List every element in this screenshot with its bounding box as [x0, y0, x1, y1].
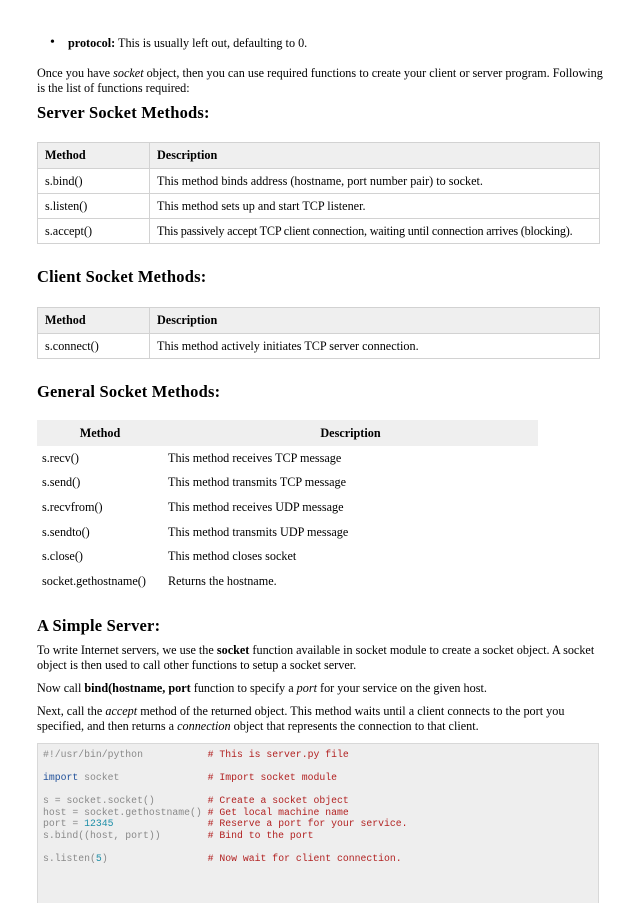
description-cell: This method actively initiates TCP server connection. — [150, 334, 600, 359]
description-cell: This method transmits TCP message — [168, 475, 347, 490]
code-comment: # Create a socket object — [207, 795, 349, 806]
para-italic-connection: connection — [177, 719, 231, 733]
code-line — [43, 830, 313, 842]
para-bold-socket: socket — [216, 643, 250, 657]
code-text: s = socket.socket() — [43, 795, 208, 806]
para-text: function to specify a — [190, 681, 297, 695]
para-text: object that represents the connection to that client. — [230, 719, 479, 733]
col-description-header: Description — [150, 143, 600, 169]
code-text: s.listen( — [43, 853, 96, 864]
para-text: method of the returned object. This method waits until a client connects to the port you specified, and then returns a — [37, 704, 565, 733]
client-methods-heading: Client Socket Methods: — [37, 267, 207, 286]
table-row — [38, 334, 600, 359]
col-description-header: Description — [150, 308, 600, 334]
method-cell: s.recvfrom() — [42, 499, 103, 514]
code-comment: # Import socket module — [207, 772, 337, 783]
intro-paragraph — [37, 66, 607, 96]
simple-server-paragraph-2 — [37, 681, 607, 696]
table-row — [37, 446, 538, 471]
table-row — [37, 569, 538, 594]
code-line — [43, 795, 349, 807]
col-method-header: Method — [38, 143, 150, 169]
bullet-list — [48, 36, 307, 51]
general-methods-table — [37, 420, 538, 594]
simple-server-paragraph-3 — [37, 704, 582, 734]
intro-text-b: object, then you can use required functions to create your client or server program. Following is the list of functions required: — [37, 66, 603, 95]
description-cell: This method receives TCP message — [168, 450, 342, 465]
code-text: socket — [78, 772, 208, 783]
simple-server-heading: A Simple Server: — [37, 616, 161, 635]
code-text: ) — [101, 853, 208, 864]
code-line — [43, 749, 349, 761]
para-text: To write Internet servers, we use the — [37, 643, 217, 657]
col-method-header: Method — [38, 308, 150, 334]
para-bold-bind: bind(hostname, port — [84, 681, 191, 695]
para-italic-port: port — [296, 681, 317, 695]
description-cell: Returns the hostname. — [168, 573, 277, 588]
table-header-row — [37, 420, 538, 446]
server-methods-table — [37, 142, 600, 244]
table-row — [38, 194, 600, 219]
table-row — [37, 495, 538, 520]
client-methods-table — [37, 307, 600, 359]
simple-server-paragraph-1 — [37, 643, 597, 673]
bullet-text: This is usually left out, defaulting to 0. — [115, 36, 308, 50]
description-cell: This method binds address (hostname, port number pair) to socket. — [150, 169, 600, 194]
para-text: function available in socket module to create a socket object. A socket object is then used to call other functions to setup a socket server. — [37, 643, 595, 672]
table-header-row — [38, 143, 600, 169]
method-cell: s.close() — [42, 549, 83, 564]
method-cell: s.accept() — [38, 219, 150, 244]
para-text: for your service on the given host. — [316, 681, 487, 695]
bullet-item-protocol — [48, 36, 307, 51]
description-cell: This method closes socket — [168, 549, 297, 564]
description-cell: This method transmits UDP message — [168, 524, 349, 539]
method-cell: s.recv() — [42, 450, 79, 465]
code-line — [43, 853, 402, 865]
table-row — [37, 520, 538, 545]
code-comment: # Reserve a port for your service. — [207, 818, 408, 829]
description-cell: This passively accept TCP client connection, waiting until connection arrives (blocking). — [150, 219, 600, 244]
code-comment: # Now wait for client connection. — [207, 853, 402, 864]
method-cell: s.listen() — [38, 194, 150, 219]
method-cell: s.sendto() — [42, 524, 90, 539]
method-cell: socket.gethostname() — [42, 573, 146, 588]
intro-text-a: Once you have — [37, 66, 114, 80]
table-row — [38, 219, 600, 244]
method-cell: s.bind() — [38, 169, 150, 194]
code-line — [43, 772, 337, 784]
general-methods-heading: General Socket Methods: — [37, 382, 221, 401]
code-comment: # Get local machine name — [207, 807, 349, 818]
code-text — [114, 818, 208, 829]
code-line — [43, 818, 408, 830]
table-row — [38, 169, 600, 194]
table-row — [37, 544, 538, 569]
bullet-label: protocol: — [68, 36, 116, 50]
code-comment: # Bind to the port — [207, 830, 314, 841]
code-text: #!/usr/bin/python — [43, 749, 208, 760]
description-cell: This method sets up and start TCP listener. — [150, 194, 600, 219]
code-comment: # This is server.py file — [207, 749, 349, 760]
intro-text-socket: socket — [113, 66, 144, 80]
col-method-header: Method — [37, 420, 163, 446]
code-text: s.bind((host, port)) — [43, 830, 208, 841]
method-cell: s.send() — [42, 475, 81, 490]
col-description-header: Description — [163, 420, 538, 446]
para-text: Next, call the — [37, 704, 106, 718]
para-italic-accept: accept — [105, 704, 138, 718]
description-cell: This method receives UDP message — [168, 499, 344, 514]
code-number: 5 — [95, 853, 102, 864]
table-header-row — [38, 308, 600, 334]
table-row — [37, 471, 538, 496]
method-cell: s.connect() — [38, 334, 150, 359]
code-number: 12345 — [84, 818, 114, 829]
code-text: host = socket.gethostname() — [43, 807, 208, 818]
code-text: port = — [43, 818, 85, 829]
code-keyword: import — [43, 772, 79, 783]
code-block — [37, 743, 599, 903]
para-text: Now call — [37, 681, 85, 695]
server-methods-heading: Server Socket Methods: — [37, 103, 210, 122]
code-line — [43, 807, 349, 819]
